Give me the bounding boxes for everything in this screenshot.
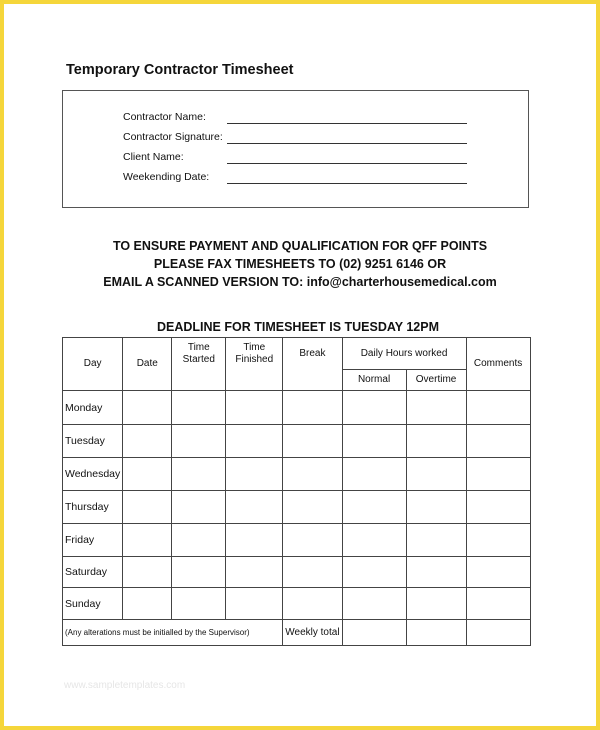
footer-row xyxy=(63,620,531,646)
contractor-info-box xyxy=(62,90,529,208)
time-started-cell[interactable] xyxy=(172,524,226,557)
time-started-cell[interactable] xyxy=(172,557,226,588)
time-finished-cell[interactable] xyxy=(226,458,283,491)
day-label: Tuesday xyxy=(63,425,123,458)
overtime-hours-cell[interactable] xyxy=(406,557,466,588)
table-row xyxy=(63,524,531,557)
break-cell[interactable] xyxy=(283,458,342,491)
break-cell[interactable] xyxy=(283,425,342,458)
header-time-started: Time Started xyxy=(172,338,226,391)
normal-hours-cell[interactable] xyxy=(342,557,406,588)
notice-line-1: TO ENSURE PAYMENT AND QUALIFICATION FOR QFF POINTS xyxy=(112,239,488,253)
contractor-signature-label: Contractor Signature: xyxy=(123,131,223,143)
contractor-signature-field[interactable] xyxy=(227,143,467,144)
date-cell[interactable] xyxy=(123,491,172,524)
client-name-row xyxy=(123,151,468,167)
watermark-text: www.sampletemplates.com xyxy=(64,680,186,691)
header-overtime: Overtime xyxy=(406,370,466,391)
date-cell[interactable] xyxy=(123,425,172,458)
timesheet-table xyxy=(62,337,531,646)
overtime-hours-cell[interactable] xyxy=(406,425,466,458)
day-label: Thursday xyxy=(63,491,123,524)
normal-hours-cell[interactable] xyxy=(342,524,406,557)
date-cell[interactable] xyxy=(123,391,172,425)
overtime-hours-cell[interactable] xyxy=(406,391,466,425)
table-row xyxy=(63,391,531,425)
overtime-hours-cell[interactable] xyxy=(406,491,466,524)
normal-hours-cell[interactable] xyxy=(342,458,406,491)
overtime-hours-cell[interactable] xyxy=(406,458,466,491)
time-started-cell[interactable] xyxy=(172,425,226,458)
normal-hours-cell[interactable] xyxy=(342,491,406,524)
notice-line-3: EMAIL A SCANNED VERSION TO: info@charterhousemedical.com xyxy=(103,275,497,289)
day-label: Saturday xyxy=(63,557,123,588)
break-cell[interactable] xyxy=(283,557,342,588)
table-row xyxy=(63,491,531,524)
normal-hours-cell[interactable] xyxy=(342,588,406,620)
overtime-hours-cell[interactable] xyxy=(406,524,466,557)
weekly-total-label: Weekly total xyxy=(283,620,342,646)
weekly-total-comments-cell[interactable] xyxy=(466,620,530,646)
time-started-cell[interactable] xyxy=(172,588,226,620)
normal-hours-cell[interactable] xyxy=(342,391,406,425)
table-row xyxy=(63,588,531,620)
break-cell[interactable] xyxy=(283,588,342,620)
date-cell[interactable] xyxy=(123,524,172,557)
header-date: Date xyxy=(123,338,172,391)
client-name-label: Client Name: xyxy=(123,151,184,163)
deadline-notice: DEADLINE FOR TIMESHEET IS TUESDAY 12PM xyxy=(157,320,439,334)
time-started-cell[interactable] xyxy=(172,458,226,491)
date-cell[interactable] xyxy=(123,588,172,620)
comments-cell[interactable] xyxy=(466,491,530,524)
header-day: Day xyxy=(63,338,123,391)
weekending-date-row xyxy=(123,171,468,187)
break-cell[interactable] xyxy=(283,491,342,524)
notice-line-2: PLEASE FAX TIMESHEETS TO (02) 9251 6146 OR xyxy=(153,257,447,271)
header-normal: Normal xyxy=(342,370,406,391)
day-label: Wednesday xyxy=(63,458,123,491)
header-comments: Comments xyxy=(466,338,530,391)
time-started-cell[interactable] xyxy=(172,391,226,425)
time-finished-cell[interactable] xyxy=(226,391,283,425)
time-finished-cell[interactable] xyxy=(226,588,283,620)
day-label: Monday xyxy=(63,391,123,425)
timesheet-page xyxy=(4,4,596,726)
contractor-name-field[interactable] xyxy=(227,123,467,124)
time-finished-cell[interactable] xyxy=(226,491,283,524)
weekending-date-label: Weekending Date: xyxy=(123,171,210,183)
table-row xyxy=(63,425,531,458)
weekly-total-normal-cell[interactable] xyxy=(342,620,406,646)
day-label: Sunday xyxy=(63,588,123,620)
weekending-date-field[interactable] xyxy=(227,183,467,184)
day-label: Friday xyxy=(63,524,123,557)
contractor-name-row xyxy=(123,111,468,127)
contractor-signature-row xyxy=(123,131,468,147)
contractor-name-label: Contractor Name: xyxy=(123,111,206,123)
comments-cell[interactable] xyxy=(466,425,530,458)
alterations-note: (Any alterations must be initialled by the Supervisor) xyxy=(63,620,283,646)
time-started-cell[interactable] xyxy=(172,491,226,524)
header-time-finished: Time Finished xyxy=(226,338,283,391)
comments-cell[interactable] xyxy=(466,557,530,588)
comments-cell[interactable] xyxy=(466,391,530,425)
time-finished-cell[interactable] xyxy=(226,425,283,458)
date-cell[interactable] xyxy=(123,458,172,491)
header-break: Break xyxy=(283,338,342,391)
comments-cell[interactable] xyxy=(466,588,530,620)
comments-cell[interactable] xyxy=(466,458,530,491)
comments-cell[interactable] xyxy=(466,524,530,557)
break-cell[interactable] xyxy=(283,391,342,425)
time-finished-cell[interactable] xyxy=(226,524,283,557)
table-row xyxy=(63,458,531,491)
time-finished-cell[interactable] xyxy=(226,557,283,588)
page-title: Temporary Contractor Timesheet xyxy=(66,62,294,78)
header-daily-hours: Daily Hours worked xyxy=(342,338,466,370)
break-cell[interactable] xyxy=(283,524,342,557)
normal-hours-cell[interactable] xyxy=(342,425,406,458)
overtime-hours-cell[interactable] xyxy=(406,588,466,620)
client-name-field[interactable] xyxy=(227,163,467,164)
table-row xyxy=(63,557,531,588)
weekly-total-overtime-cell[interactable] xyxy=(406,620,466,646)
date-cell[interactable] xyxy=(123,557,172,588)
